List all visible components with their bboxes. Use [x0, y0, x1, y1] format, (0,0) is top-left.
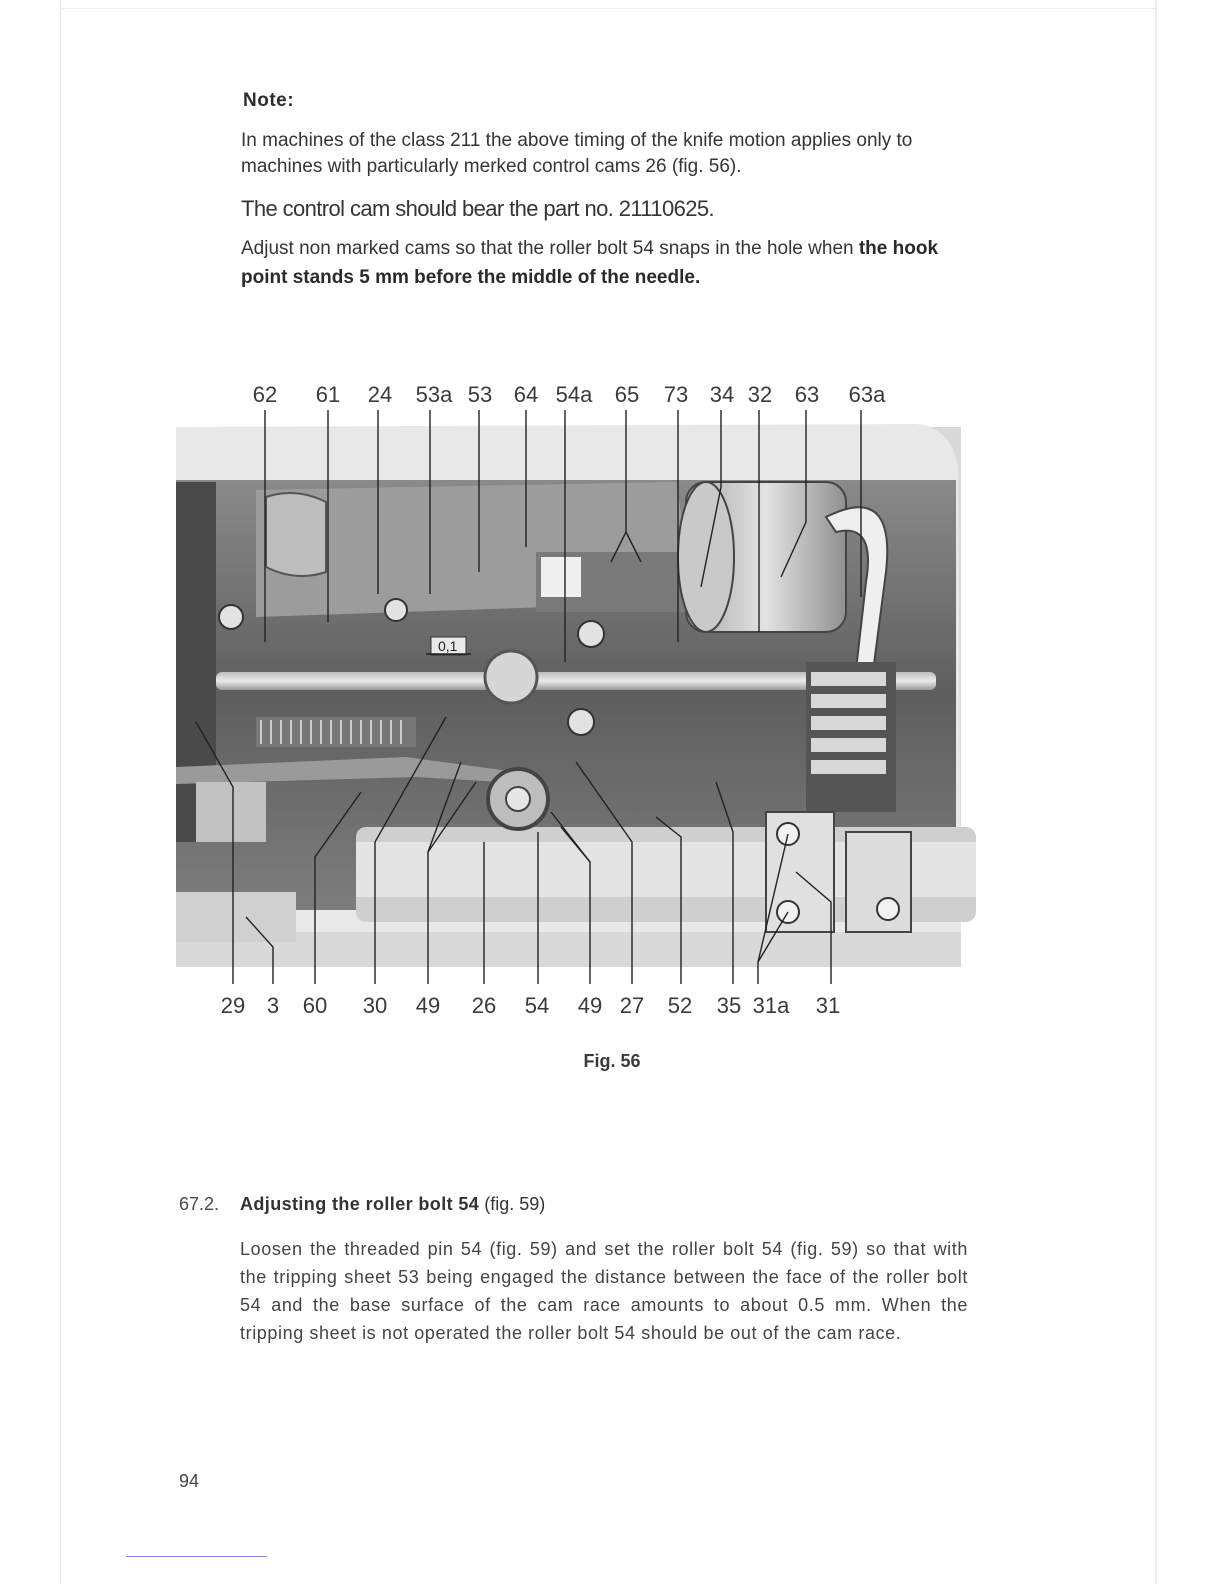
callout-top-64: 64 — [513, 382, 539, 407]
callout-top-54a: 54a — [555, 382, 593, 407]
figure-56-machine-photo — [176, 372, 986, 1032]
callout-bottom-30: 30 — [362, 993, 388, 1018]
note-paragraph-3-text: Adjust non marked cams so that the roller bolt 54 snaps in the hole when — [241, 238, 859, 259]
section-title-bold: Adjusting the roller bolt 54 — [240, 1194, 480, 1214]
callout-bottom-49b: 49 — [577, 993, 603, 1018]
callout-bottom-29: 29 — [220, 993, 246, 1018]
footer-rule — [126, 1556, 267, 1557]
note-paragraph-1: In machines of the class 211 the above timing of the knife motion applies only to machines with particularly merked control cams 26 (fig. 56). — [241, 130, 913, 177]
callout-bottom-54: 54 — [524, 993, 550, 1018]
scan-edge-right — [1155, 0, 1157, 1584]
callout-bottom-49: 49 — [415, 993, 441, 1018]
section-title-ref: (fig. 59) — [479, 1194, 546, 1214]
note-paragraph-3 — [241, 234, 981, 292]
section-body: Loosen the threaded pin 54 (fig. 59) and set the roller bolt 54 (fig. 59) so that with the tripping sheet 53 being engaged the distance between the face of the roller bolt 54 and the base surface of the cam race amounts to about 0.5 mm. When the tripping sheet is not operated the roller bolt 54 should be out of the cam race. — [240, 1239, 968, 1343]
machine-photo — [176, 424, 976, 967]
callout-bottom-31a: 31a — [752, 993, 790, 1018]
callout-top-32: 32 — [747, 382, 773, 407]
callout-bottom-26: 26 — [471, 993, 497, 1018]
callout-bottom-52: 52 — [667, 993, 693, 1018]
callout-top-53a: 53a — [415, 382, 453, 407]
callout-top-65: 65 — [614, 382, 640, 407]
callout-top-24: 24 — [367, 382, 393, 407]
bottom-callouts — [221, 993, 840, 1018]
note-paragraph-3-emphasis: the hook point stands 5 mm before the middle of the needle. — [241, 238, 939, 288]
scan-edge-top — [60, 8, 1156, 9]
section-title — [240, 1194, 545, 1215]
callout-top-53: 53 — [467, 382, 493, 407]
callout-top-62: 62 — [252, 382, 278, 407]
callout-bottom-35: 35 — [716, 993, 742, 1018]
callout-bottom-31: 31 — [815, 993, 841, 1018]
note-heading: Note: — [243, 90, 295, 111]
scan-edge-left — [60, 0, 61, 1584]
callout-top-73: 73 — [663, 382, 689, 407]
callout-top-63: 63 — [794, 382, 820, 407]
note-paragraph-2: The control cam should bear the part no. 21110625. — [241, 196, 715, 221]
callout-top-61: 61 — [315, 382, 341, 407]
page-number: 94 — [179, 1471, 200, 1491]
callout-bottom-60: 60 — [302, 993, 328, 1018]
callout-top-63a: 63a — [848, 382, 886, 407]
figure-caption: Fig. 56 — [583, 1051, 641, 1071]
callout-bottom-3: 3 — [266, 993, 280, 1018]
section-number: 67.2. — [179, 1194, 220, 1214]
top-callouts — [253, 382, 886, 407]
callout-top-34: 34 — [709, 382, 735, 407]
figure-measurement-label: 0,1 — [438, 638, 458, 654]
callout-bottom-27: 27 — [619, 993, 645, 1018]
